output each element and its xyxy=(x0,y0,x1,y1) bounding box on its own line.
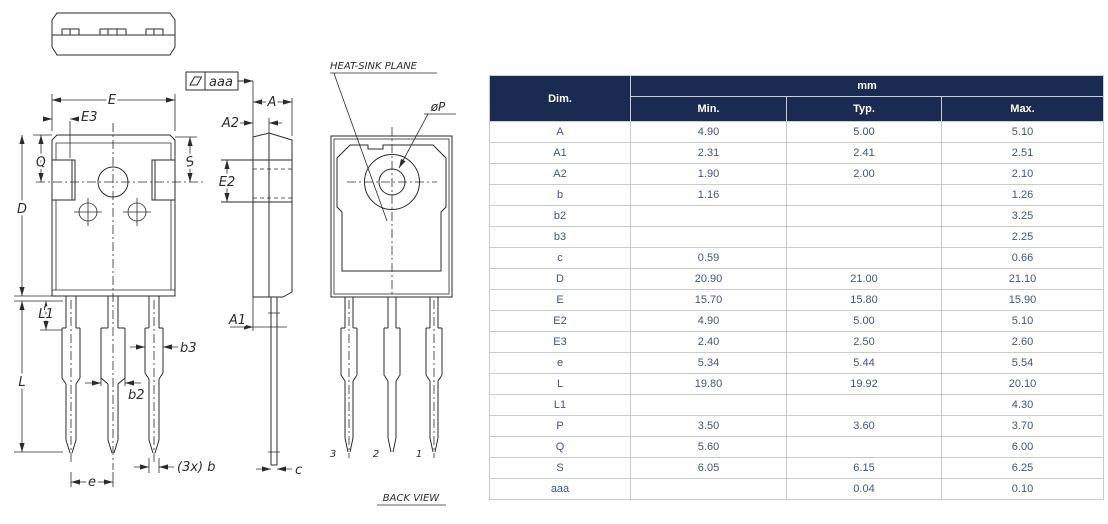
typ-cell xyxy=(787,437,942,458)
back-view-caption: BACK VIEW xyxy=(382,493,440,504)
table-row xyxy=(490,458,1104,479)
col-header-dim: Dim. xyxy=(490,76,631,122)
table-row xyxy=(490,143,1104,164)
max-cell: 2.10 xyxy=(942,164,1104,185)
dim-phiP-label: øP xyxy=(430,100,446,114)
dim-c-label: c xyxy=(295,463,303,478)
dim-A1-label: A1 xyxy=(228,313,246,328)
dim-cell: E3 xyxy=(490,332,631,353)
dim-cell: P xyxy=(490,416,631,437)
flatness-symbol-icon xyxy=(190,77,202,85)
table-row xyxy=(490,185,1104,206)
typ-cell xyxy=(787,395,942,416)
min-cell: 3.50 xyxy=(631,416,787,437)
package-outline-drawing xyxy=(0,0,490,524)
col-header-min: Min. xyxy=(631,97,787,122)
pin-number-1: 1 xyxy=(415,449,423,460)
dim-cell: b2 xyxy=(490,206,631,227)
typ-cell: 2.41 xyxy=(787,143,942,164)
min-cell: 20.90 xyxy=(631,269,787,290)
typ-cell: 5.44 xyxy=(787,353,942,374)
dimension-table xyxy=(489,75,1104,500)
dim-cell: e xyxy=(490,353,631,374)
max-cell: 3.25 xyxy=(942,206,1104,227)
typ-cell: 3.60 xyxy=(787,416,942,437)
dim-cell: E2 xyxy=(490,311,631,332)
max-cell: 2.25 xyxy=(942,227,1104,248)
min-cell: 4.90 xyxy=(631,311,787,332)
dim-cell: A xyxy=(490,122,631,143)
max-cell: 15.90 xyxy=(942,290,1104,311)
table-row xyxy=(490,395,1104,416)
dim-cell: A2 xyxy=(490,164,631,185)
dim-cell: A1 xyxy=(490,143,631,164)
table-row xyxy=(490,269,1104,290)
min-cell: 19.80 xyxy=(631,374,787,395)
table-row xyxy=(490,164,1104,185)
aaa-label: aaa xyxy=(209,75,233,90)
min-cell: 4.90 xyxy=(631,122,787,143)
max-cell: 21.10 xyxy=(942,269,1104,290)
typ-cell: 15.80 xyxy=(787,290,942,311)
dim-cell: S xyxy=(490,458,631,479)
table-row xyxy=(490,437,1104,458)
table-row xyxy=(490,479,1104,500)
max-cell: 0.10 xyxy=(942,479,1104,500)
max-cell: 0.66 xyxy=(942,248,1104,269)
dim-b-label: (3x) b xyxy=(177,460,216,475)
typ-cell: 5.00 xyxy=(787,311,942,332)
dim-E3-label: E3 xyxy=(81,110,98,125)
dim-cell: c xyxy=(490,248,631,269)
typ-cell: 2.00 xyxy=(787,164,942,185)
dim-cell: E xyxy=(490,290,631,311)
max-cell: 6.25 xyxy=(942,458,1104,479)
max-cell: 5.54 xyxy=(942,353,1104,374)
table-row xyxy=(490,290,1104,311)
min-cell: 15.70 xyxy=(631,290,787,311)
max-cell: 2.60 xyxy=(942,332,1104,353)
front-pin-1 xyxy=(62,296,80,462)
table-row xyxy=(490,332,1104,353)
heatsink-tab-outline xyxy=(337,145,446,271)
dim-cell: D xyxy=(490,269,631,290)
pin-number-2: 2 xyxy=(372,449,380,460)
dim-Q-label: Q xyxy=(34,153,49,172)
front-pin-3 xyxy=(145,296,163,462)
max-cell: 5.10 xyxy=(942,122,1104,143)
min-cell: 1.90 xyxy=(631,164,787,185)
max-cell: 6.00 xyxy=(942,437,1104,458)
min-cell xyxy=(631,479,787,500)
side-pin xyxy=(271,297,277,465)
col-header-unit: mm xyxy=(631,76,1104,97)
back-pin-3 xyxy=(341,297,357,458)
dim-cell: b xyxy=(490,185,631,206)
max-cell: 2.51 xyxy=(942,143,1104,164)
dim-cell: b3 xyxy=(490,227,631,248)
dim-S-label: S xyxy=(184,154,197,171)
dim-E-label: E xyxy=(107,93,117,108)
typ-cell xyxy=(787,185,942,206)
typ-cell: 5.00 xyxy=(787,122,942,143)
dim-A2-label: A2 xyxy=(221,116,239,131)
max-cell: 5.10 xyxy=(942,311,1104,332)
left-notch xyxy=(52,160,75,200)
min-cell: 2.31 xyxy=(631,143,787,164)
typ-cell xyxy=(787,227,942,248)
min-cell: 2.40 xyxy=(631,332,787,353)
table-row xyxy=(490,248,1104,269)
front-view xyxy=(36,123,205,470)
pin-number-3: 3 xyxy=(329,449,337,460)
table-row xyxy=(490,353,1104,374)
back-pin-1 xyxy=(426,297,442,458)
table-row xyxy=(490,206,1104,227)
min-cell: 6.05 xyxy=(631,458,787,479)
max-cell: 4.30 xyxy=(942,395,1104,416)
typ-cell: 6.15 xyxy=(787,458,942,479)
dim-cell: L xyxy=(490,374,631,395)
table-row xyxy=(490,311,1104,332)
top-view xyxy=(52,13,175,55)
typ-cell: 21.00 xyxy=(787,269,942,290)
col-header-typ: Typ. xyxy=(787,97,942,122)
dim-b3-label: b3 xyxy=(180,341,197,356)
typ-cell xyxy=(787,248,942,269)
back-pin-2 xyxy=(384,297,400,452)
dim-D-label: D xyxy=(16,202,28,217)
col-header-max: Max. xyxy=(942,97,1104,122)
min-cell xyxy=(631,395,787,416)
typ-cell: 0.04 xyxy=(787,479,942,500)
min-cell: 1.16 xyxy=(631,185,787,206)
table-row xyxy=(490,122,1104,143)
min-cell xyxy=(631,227,787,248)
max-cell: 3.70 xyxy=(942,416,1104,437)
dim-A-label: A xyxy=(267,95,277,110)
table-row xyxy=(490,374,1104,395)
flatness-tolerance-frame xyxy=(186,72,253,90)
table-row xyxy=(490,227,1104,248)
min-cell: 5.60 xyxy=(631,437,787,458)
dim-L-label: L xyxy=(18,375,26,390)
min-cell xyxy=(631,206,787,227)
dim-L1-label: L1 xyxy=(38,307,54,322)
typ-cell: 19.92 xyxy=(787,374,942,395)
dim-cell: L1 xyxy=(490,395,631,416)
dim-b2-label: b2 xyxy=(128,388,145,403)
min-cell: 5.34 xyxy=(631,353,787,374)
heat-sink-plane-label: HEAT-SINK PLANE xyxy=(330,61,417,72)
back-view xyxy=(330,61,456,505)
dim-cell: aaa xyxy=(490,479,631,500)
right-notch xyxy=(152,160,175,200)
max-cell: 1.26 xyxy=(942,185,1104,206)
dim-E2-label: E2 xyxy=(218,175,236,190)
min-cell: 0.59 xyxy=(631,248,787,269)
max-cell: 20.10 xyxy=(942,374,1104,395)
dim-e-label: e xyxy=(88,475,96,490)
table-row xyxy=(490,416,1104,437)
typ-cell xyxy=(787,206,942,227)
side-view xyxy=(219,81,302,478)
front-view-dimensions xyxy=(14,93,216,490)
dim-cell: Q xyxy=(490,437,631,458)
typ-cell: 2.50 xyxy=(787,332,942,353)
